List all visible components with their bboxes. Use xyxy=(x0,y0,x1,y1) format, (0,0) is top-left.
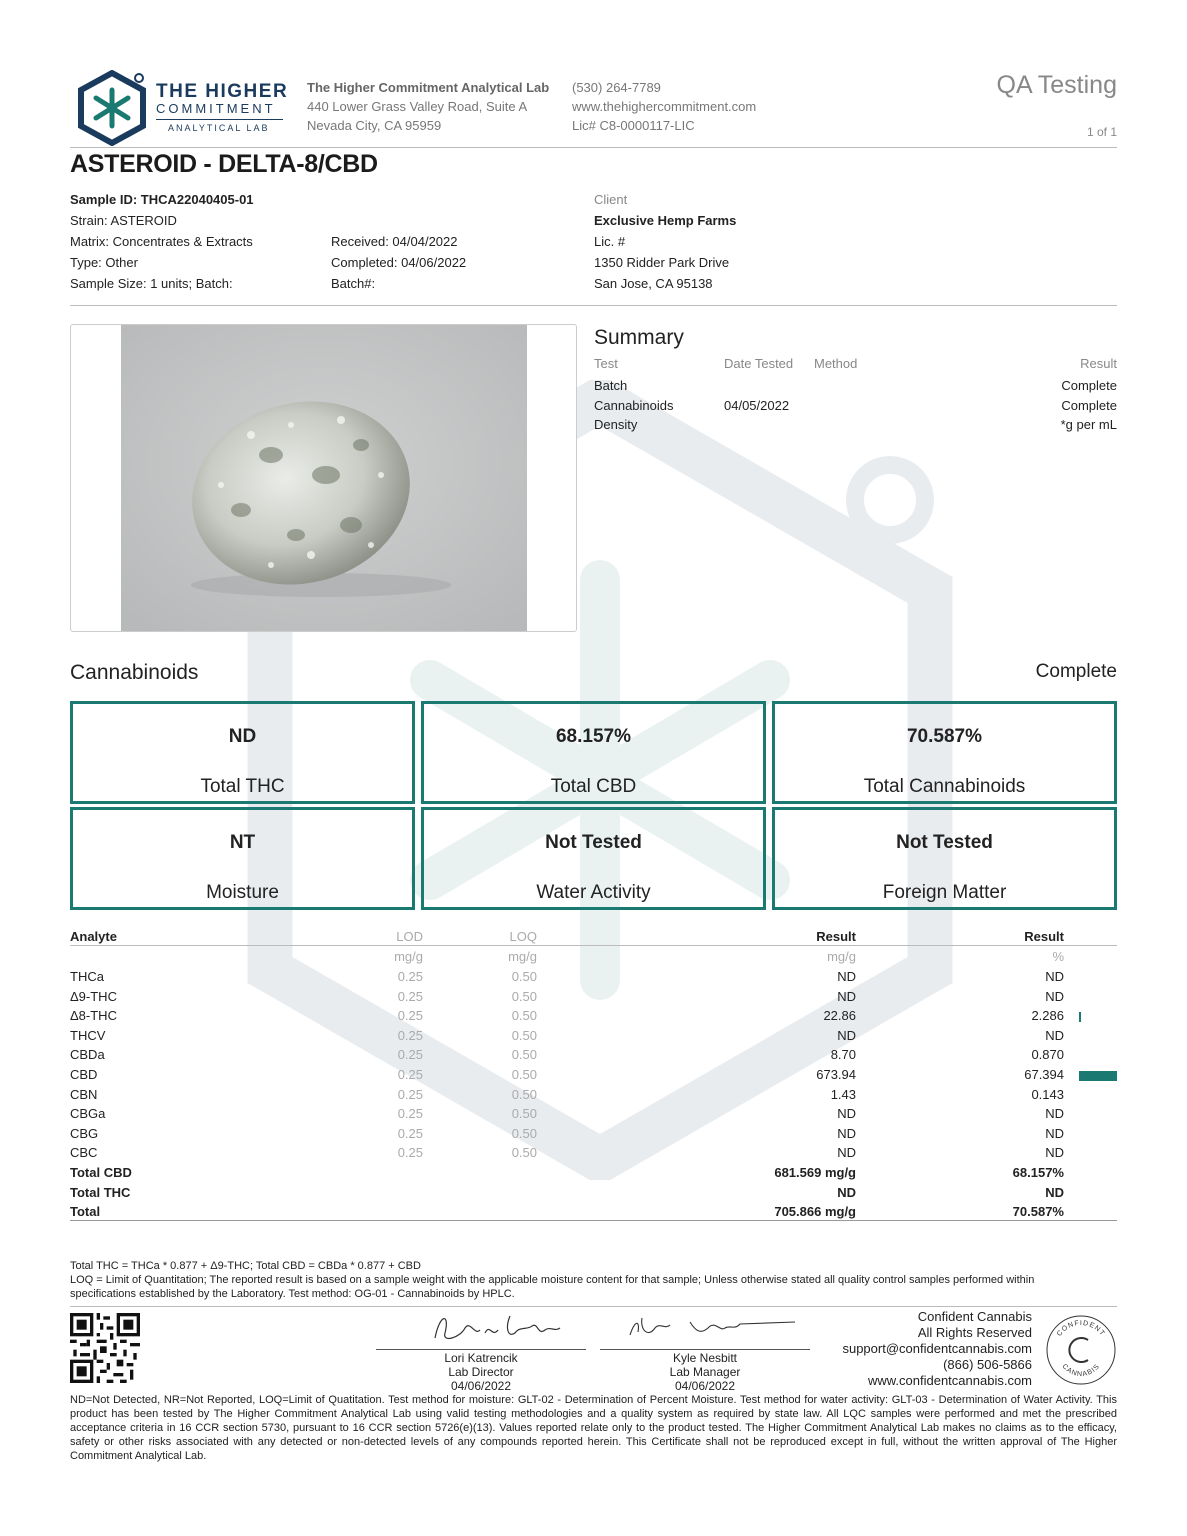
client-address2: San Jose, CA 95138 xyxy=(594,276,713,291)
summary-result: Complete xyxy=(1061,398,1117,413)
summary-test: Batch xyxy=(594,378,628,393)
signer-title: Lab Manager xyxy=(669,1365,741,1379)
meta-divider xyxy=(70,305,1117,306)
analyte-bar xyxy=(1079,1071,1117,1081)
hexagon-logo-icon xyxy=(76,70,148,146)
analyte-result-mg: ND xyxy=(837,1145,856,1161)
analyte-loq: 0.50 xyxy=(511,1106,537,1122)
sample-bud-image xyxy=(121,325,527,631)
page-number: 1 of 1 xyxy=(1086,125,1117,139)
seal-top-text: CONFIDENT xyxy=(1055,1319,1107,1338)
cannabinoids-status: Complete xyxy=(1035,661,1117,682)
foreign-matter-box xyxy=(772,807,1117,910)
box-value: Not Tested xyxy=(545,832,642,853)
analyte-lod: 0.25 xyxy=(397,969,423,984)
analyte-name: CBN xyxy=(70,1086,98,1102)
analyte-bar xyxy=(1079,1012,1081,1022)
client-license: Lic. # xyxy=(594,234,626,249)
total-row xyxy=(70,1185,1117,1205)
total-result-mg: 705.866 mg/g xyxy=(774,1204,856,1220)
lab-name: The Higher Commitment Analytical Lab xyxy=(307,80,550,95)
total-thc-box xyxy=(70,701,415,804)
analyte-loq: 0.50 xyxy=(511,1047,537,1063)
seal-bottom-text: CANNABIS xyxy=(1060,1362,1102,1379)
disclaimer: ND=Not Detected, NR=Not Reported, LOQ=Limit of Quatitation. Test method for moisture: GLT-02 - Determination of Percent Moisture. Test method for water activity: GLT-03 - Determination of Water Activity. This product has been tested by The Higher Commitment Analytical Lab using valid testing methodologies and a quality system as required by state law. All LQC samples were performed and met the prescribed acceptance criteria in 16 CCR section 5730, pursuant to 16 CCR section 5726(e)(13). Values reported relate only to the product tested. The Higher Commitment Analytical Lab makes no claims as to the efficacy, safety or other risks associated with any detected or non-detected levels of any compounds reported herein. This Certificate shall not be reproduced except in full, without the written approval of The Higher Commitment Analytical Lab. xyxy=(70,1394,1117,1462)
box-label: Water Activity xyxy=(536,882,651,903)
total-name: Total THC xyxy=(70,1184,131,1200)
analyte-result-mg: ND xyxy=(837,969,856,984)
header-divider xyxy=(70,147,1117,148)
client-address1: 1350 Ridder Park Drive xyxy=(594,255,730,270)
analyte-lod: 0.25 xyxy=(397,1067,423,1082)
signature-kyle xyxy=(620,1310,800,1346)
box-value: Not Tested xyxy=(896,832,993,853)
total-cannabinoids-box xyxy=(772,701,1117,804)
analyte-name: CBC xyxy=(70,1145,98,1161)
analyte-name: CBGa xyxy=(70,1106,106,1122)
lab-address1: 440 Lower Grass Valley Road, Suite A xyxy=(307,99,528,114)
batch-number: Batch#: xyxy=(331,276,376,291)
table-row xyxy=(70,1067,1117,1087)
lab-address2: Nevada City, CA 95959 xyxy=(307,118,442,133)
total-result-mg: ND xyxy=(837,1184,856,1200)
totals-rule xyxy=(70,1220,1117,1221)
svg-text:CANNABIS xyxy=(1061,1363,1102,1378)
analyte-lod: 0.25 xyxy=(397,1086,423,1102)
analyte-loq: 0.50 xyxy=(511,1125,537,1141)
sample-type: Type: Other xyxy=(70,255,138,270)
logo-divider xyxy=(156,119,283,120)
analyte-name: CBD xyxy=(70,1067,98,1082)
table-row xyxy=(70,989,1117,1009)
analyte-result-pct: ND xyxy=(1045,969,1064,984)
analyte-result-mg: ND xyxy=(837,1106,856,1122)
summary-header-result: Result xyxy=(1080,356,1117,371)
client-name: Exclusive Hemp Farms xyxy=(594,213,737,228)
analyte-name: THCV xyxy=(70,1027,106,1043)
confident-cannabis-seal-icon xyxy=(1044,1313,1118,1387)
cannabinoids-title: Cannabinoids xyxy=(70,661,199,684)
signer-2 xyxy=(600,1351,810,1393)
summary-header-date: Date Tested xyxy=(724,356,794,371)
header-result-mg: Result xyxy=(816,929,856,944)
box-value: ND xyxy=(228,726,257,747)
analyte-name: Δ8-THC xyxy=(70,1008,117,1024)
sample-id: Sample ID: THCA22040405-01 xyxy=(70,192,254,207)
lab-logo xyxy=(76,70,291,145)
total-name: Total xyxy=(70,1204,101,1220)
client-info xyxy=(594,189,736,294)
cc-line1: Confident Cannabis xyxy=(917,1309,1032,1324)
summary-row xyxy=(594,417,1117,437)
signature-line xyxy=(376,1349,586,1350)
lab-license: Lic# C8-0000117-LIC xyxy=(572,118,695,133)
analyte-result-mg: ND xyxy=(837,1027,856,1043)
lab-address xyxy=(307,78,549,135)
analyte-result-pct: ND xyxy=(1045,1145,1064,1161)
unit-result-mg: mg/g xyxy=(827,949,856,964)
analyte-lod: 0.25 xyxy=(397,1047,423,1063)
total-cbd-box xyxy=(421,701,766,804)
analyte-name: THCa xyxy=(70,969,104,984)
summary-header-test: Test xyxy=(594,356,618,371)
total-result-pct: 70.587% xyxy=(1012,1204,1064,1220)
analyte-result-mg: ND xyxy=(837,988,856,1004)
unit-loq: mg/g xyxy=(508,949,537,964)
total-row xyxy=(70,1204,1117,1224)
header-lod: LOD xyxy=(396,929,423,944)
formula-note: Total THC = THCa * 0.877 + Δ9-THC; Total CBD = CBDa * 0.877 + CBD xyxy=(70,1260,421,1272)
completed-date: Completed: 04/06/2022 xyxy=(331,255,467,270)
box-label: Total Cannabinoids xyxy=(863,776,1026,797)
analyte-result-pct: 2.286 xyxy=(1031,1008,1064,1024)
box-label: Moisture xyxy=(206,882,279,903)
analyte-loq: 0.50 xyxy=(511,1008,537,1024)
summary-row xyxy=(594,398,1117,418)
table-row xyxy=(70,969,1117,989)
signer-name: Kyle Nesbitt xyxy=(672,1351,738,1365)
analyte-result-pct: 67.394 xyxy=(1024,1067,1064,1082)
analyte-table xyxy=(70,929,1117,1224)
summary-title: Summary xyxy=(594,326,684,349)
total-name: Total CBD xyxy=(70,1165,132,1180)
cc-phone: (866) 506-5866 xyxy=(943,1357,1032,1372)
table-row xyxy=(70,1028,1117,1048)
cc-email[interactable]: support@confidentcannabis.com xyxy=(842,1341,1032,1356)
analyte-lod: 0.25 xyxy=(397,988,423,1004)
lab-contact xyxy=(572,78,756,135)
sample-strain: Strain: ASTEROID xyxy=(70,213,177,228)
box-label: Total CBD xyxy=(550,776,637,797)
analyte-result-pct: ND xyxy=(1045,1125,1064,1141)
signer-date: 04/06/2022 xyxy=(674,1379,736,1393)
cc-website[interactable]: www.confidentcannabis.com xyxy=(867,1373,1032,1388)
header-loq: LOQ xyxy=(509,929,537,944)
page-title: ASTEROID - DELTA-8/CBD xyxy=(70,150,378,178)
unit-lod: mg/g xyxy=(394,949,423,964)
signature-line xyxy=(600,1349,810,1350)
sample-photo-frame xyxy=(70,324,577,632)
summary-test: Density xyxy=(594,417,638,432)
table-header xyxy=(70,929,1117,949)
table-header-rule xyxy=(70,945,1117,946)
summary-test: Cannabinoids xyxy=(594,398,674,413)
box-value: 70.587% xyxy=(906,726,982,747)
sample-dates xyxy=(331,231,466,294)
qa-testing-label: QA Testing xyxy=(996,71,1117,99)
analyte-name: CBDa xyxy=(70,1047,105,1063)
footer-divider xyxy=(70,1306,1117,1307)
qr-code-icon[interactable] xyxy=(70,1313,140,1383)
analyte-lod: 0.25 xyxy=(397,1125,423,1141)
analyte-result-mg: 673.94 xyxy=(816,1067,856,1082)
signature-lori xyxy=(420,1308,580,1348)
table-row xyxy=(70,1106,1117,1126)
box-label: Total THC xyxy=(200,776,285,797)
unit-result-pct: % xyxy=(1052,949,1064,964)
cc-line2: All Rights Reserved xyxy=(917,1325,1032,1340)
total-row xyxy=(70,1165,1117,1185)
table-row xyxy=(70,1047,1117,1067)
analyte-result-pct: ND xyxy=(1045,988,1064,1004)
signer-name: Lori Katrencik xyxy=(444,1351,518,1365)
lab-phone: (530) 264-7789 xyxy=(572,80,661,95)
analyte-loq: 0.50 xyxy=(511,969,537,984)
total-result-pct: ND xyxy=(1045,1184,1064,1200)
confident-cannabis-info xyxy=(842,1309,1032,1389)
sample-info xyxy=(70,189,254,294)
analyte-lod: 0.25 xyxy=(397,1106,423,1122)
summary-row xyxy=(594,378,1117,398)
analyte-name: Δ9-THC xyxy=(70,988,117,1004)
analyte-loq: 0.50 xyxy=(511,1027,537,1043)
table-row xyxy=(70,1087,1117,1107)
analyte-name: CBG xyxy=(70,1125,99,1141)
received-date: Received: 04/04/2022 xyxy=(331,234,458,249)
analyte-result-mg: 1.43 xyxy=(830,1086,856,1102)
summary-result: Complete xyxy=(1061,378,1117,393)
box-value: 68.157% xyxy=(555,726,631,747)
lab-website[interactable]: www.thehighercommitment.com xyxy=(572,99,757,114)
water-activity-box xyxy=(421,807,766,910)
signer-date: 04/06/2022 xyxy=(450,1379,512,1393)
loq-note: LOQ = Limit of Quantitation; The reported result is based on a sample weight with the applicable moisture content for that sample; Unless otherwise stated all quality control samples performed within specifications established by the Laboratory. Test method: OG-01 - Cannabinoids by HPLC. xyxy=(70,1274,1035,1300)
sample-size: Sample Size: 1 units; Batch: xyxy=(70,276,233,291)
header-analyte: Analyte xyxy=(70,929,117,944)
moisture-box xyxy=(70,807,415,910)
svg-text:CONFIDENT xyxy=(1056,1320,1106,1338)
header-result-pct: Result xyxy=(1024,929,1064,944)
logo-line2: COMMITMENT xyxy=(156,101,276,116)
analyte-lod: 0.25 xyxy=(397,1008,423,1024)
analyte-result-pct: ND xyxy=(1045,1106,1064,1122)
signer-1 xyxy=(376,1351,586,1393)
summary-header-method: Method xyxy=(814,356,858,371)
analyte-loq: 0.50 xyxy=(511,1145,537,1161)
table-row xyxy=(70,1145,1117,1165)
summary-result: *g per mL xyxy=(1060,417,1117,432)
sample-matrix: Matrix: Concentrates & Extracts xyxy=(70,234,253,249)
box-value: NT xyxy=(229,832,256,853)
analyte-result-pct: 0.870 xyxy=(1031,1047,1064,1063)
table-units xyxy=(70,949,1117,969)
analyte-loq: 0.50 xyxy=(511,1067,537,1082)
analyte-result-pct: ND xyxy=(1045,1027,1064,1043)
table-row xyxy=(70,1126,1117,1146)
sample-photo xyxy=(121,325,527,631)
analyte-result-mg: ND xyxy=(837,1125,856,1141)
box-label: Foreign Matter xyxy=(882,882,1007,903)
signer-title: Lab Director xyxy=(448,1365,514,1379)
total-result-mg: 681.569 mg/g xyxy=(774,1165,856,1180)
analyte-result-mg: 8.70 xyxy=(830,1047,856,1063)
analyte-result-mg: 22.86 xyxy=(823,1008,856,1024)
analyte-loq: 0.50 xyxy=(511,988,537,1004)
summary-date: 04/05/2022 xyxy=(724,398,790,413)
total-result-pct: 68.157% xyxy=(1012,1165,1064,1180)
analyte-lod: 0.25 xyxy=(397,1145,423,1161)
analyte-result-pct: 0.143 xyxy=(1031,1086,1064,1102)
client-label: Client xyxy=(594,192,628,207)
analyte-loq: 0.50 xyxy=(511,1086,537,1102)
analyte-lod: 0.25 xyxy=(397,1027,423,1043)
logo-line1: THE HIGHER xyxy=(156,81,289,102)
logo-line3: ANALYTICAL LAB xyxy=(168,123,270,133)
table-row xyxy=(70,1008,1117,1028)
